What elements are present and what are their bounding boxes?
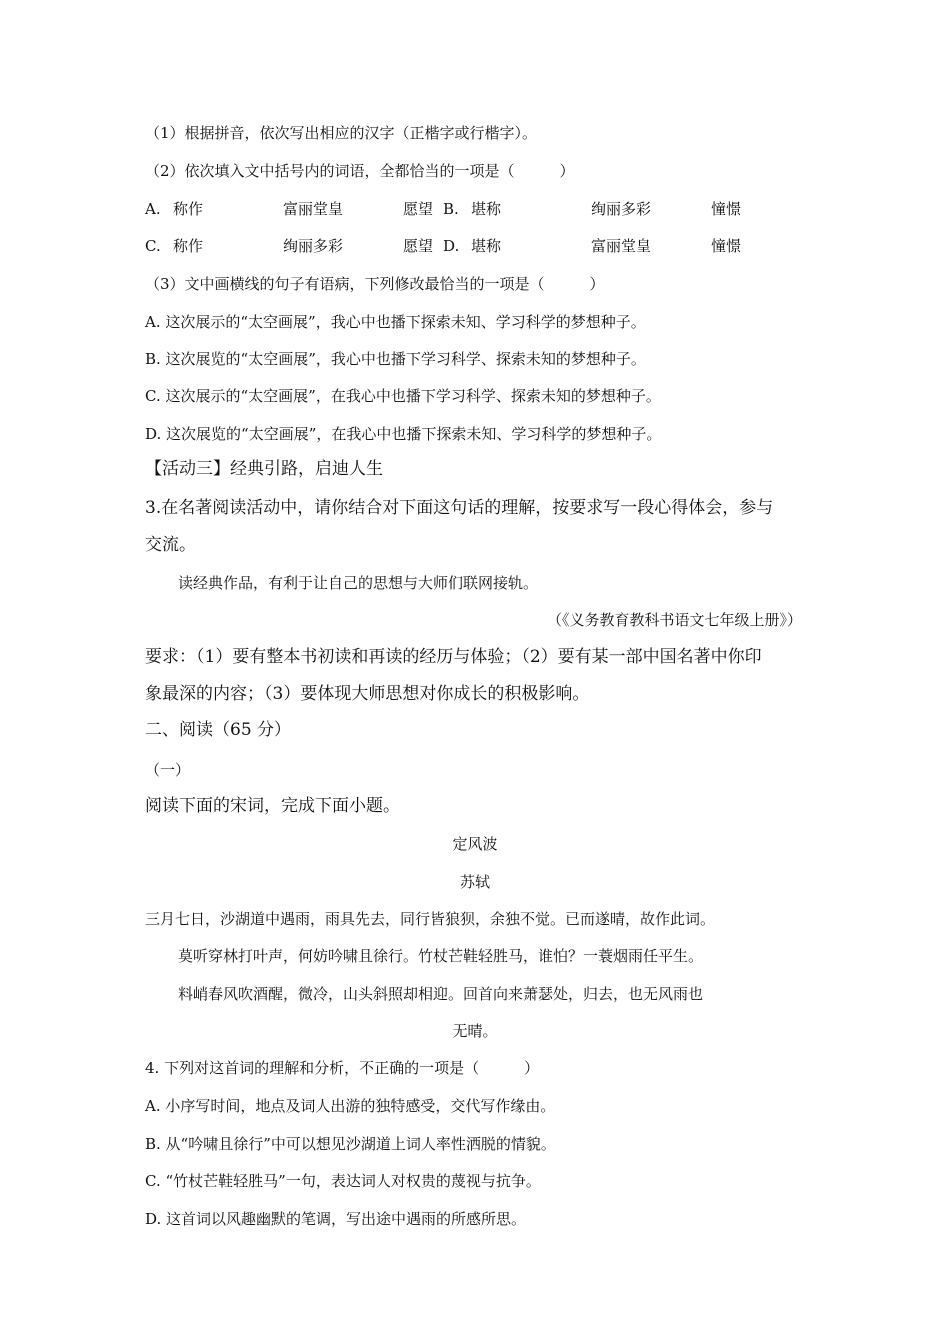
quote-source: （《义务教育教科书语文七年级上册》）: [546, 611, 802, 629]
poem-author: 苏轼: [459, 873, 490, 891]
q4-option-a: A. 小序写时间，地点及词人出游的独特感受，交代写作缘由。: [145, 1097, 556, 1115]
poem-preface: 三月七日，沙湖道中遇雨，雨具先去，同行皆狼狈，余独不觉。已而遂晴，故作此词。: [145, 910, 716, 928]
option-label: B.: [443, 200, 459, 218]
q2-sub3-option-d: D. 这次展览的“太空画展”，在我心中也播下探索未知、学习科学的梦想种子。: [145, 425, 662, 443]
activity3-heading: 【活动三】经典引路，启迪人生: [145, 459, 383, 479]
q2-sub2: （2）依次填入文中括号内的词语，全都恰当的一项是（ ）: [145, 162, 575, 180]
option-word: 富丽堂皇: [283, 200, 344, 218]
option-label: C.: [145, 237, 161, 255]
option-word: 堪称: [471, 237, 502, 255]
poem-title: 定风波: [452, 835, 498, 853]
requirement-line1: 要求：（1）要有整本书初读和再读的经历与体验；（2）要有某一部中国名著中你印: [145, 647, 762, 667]
option-word: 憧憬: [711, 237, 742, 255]
poem-line: 莫听穿林打叶声，何妨吟啸且徐行。竹杖芒鞋轻胜马，谁怕？一蓑烟雨任平生。: [178, 947, 704, 965]
q4-option-c: C. “竹杖芒鞋轻胜马”一句，表达词人对权贵的蔑视与抗争。: [145, 1172, 541, 1190]
poem-line: 料峭春风吹酒醒，微冷，山头斜照却相迎。回首向来萧瑟处，归去，也无风雨也: [178, 985, 704, 1003]
option-word: 绚丽多彩: [283, 237, 344, 255]
q2-sub1: （1）根据拼音，依次写出相应的汉字（正楷字或行楷字）。: [145, 124, 538, 142]
subsection-label: （一）: [145, 761, 191, 779]
quote: 读经典作品，有利于让自己的思想与大师们联网接轨。: [178, 574, 539, 592]
poem-line-end: 无晴。: [452, 1022, 498, 1040]
q2-sub3-option-b: B. 这次展览的“太空画展”，我心中也播下学习科学、探索未知的梦想种子。: [145, 350, 646, 368]
section-heading: 二、阅读（65 分）: [145, 720, 292, 740]
q3-line1: 3.在名著阅读活动中，请你结合对下面这句话的理解，按要求写一段心得体会，参与: [145, 498, 774, 518]
q2-sub3-option-a: A. 这次展示的“太空画展”，我心中也播下探索未知、学习科学的梦想种子。: [145, 313, 646, 331]
q2-sub2-option-row: [145, 198, 741, 220]
q4-option-d: D. 这首词以风趣幽默的笔调，写出途中遇雨的所感所思。: [145, 1210, 527, 1228]
q2-sub3-option-c: C. 这次展示的“太空画展”，在我心中也播下学习科学、探索未知的梦想种子。: [145, 387, 661, 405]
option-word: 愿望: [403, 200, 434, 218]
q2-sub2-option-row: [145, 235, 741, 257]
option-word: 称作: [173, 237, 204, 255]
q3-line2: 交流。: [145, 535, 196, 555]
option-word: 富丽堂皇: [591, 237, 652, 255]
requirement-line2: 象最深的内容；（3）要体现大师思想对你成长的积极影响。: [145, 684, 590, 704]
q4-stem: 4. 下列对这首词的理解和分析，不正确的一项是（ ）: [145, 1059, 540, 1077]
option-label: A.: [145, 200, 161, 218]
reading-intro: 阅读下面的宋词，完成下面小题。: [145, 796, 400, 816]
option-word: 堪称: [471, 200, 502, 218]
option-label: D.: [443, 237, 460, 255]
option-word: 憧憬: [711, 200, 742, 218]
option-word: 愿望: [403, 237, 434, 255]
q2-sub3: （3）文中画横线的句子有语病，下列修改最恰当的一项是（ ）: [145, 275, 605, 293]
option-word: 称作: [173, 200, 204, 218]
q4-option-b: B. 从“吟啸且徐行”中可以想见沙湖道上词人率性洒脱的情貌。: [145, 1135, 556, 1153]
option-word: 绚丽多彩: [591, 200, 652, 218]
